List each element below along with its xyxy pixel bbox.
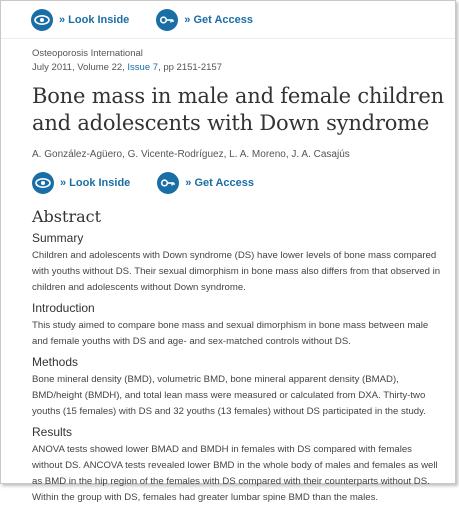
abstract-heading: Abstract (32, 207, 102, 226)
abstract-section-summary (32, 231, 455, 296)
article-content (1, 48, 455, 506)
section-title: Methods (32, 355, 79, 369)
citation-line (32, 62, 455, 73)
abstract-section-methods (32, 355, 455, 420)
issue-link[interactable]: Issue 7 (127, 62, 159, 73)
secondary-action-bar (32, 172, 455, 194)
author-list: A. González-Agüero, G. Vicente-Rodríguez, L. A. Moreno, J. A. Casajús (32, 149, 350, 160)
citation-prefix: July 2011, Volume 22, (32, 62, 128, 73)
look-inside-button-2[interactable] (32, 172, 130, 194)
section-title: Introduction (32, 301, 95, 315)
abstract-section-introduction (32, 301, 455, 350)
section-title: Summary (32, 231, 84, 245)
eye-icon (31, 9, 53, 31)
section-text: This study aimed to compare bone mass and sexual dimorphism in bone mass between male and female youths with DS and age- and sex-matched controls without DS. (32, 320, 429, 347)
section-text: Bone mineral density (BMD), volumetric BMD, bone mineral apparent density (BMAD), BMD/height (BMDH), and total lean mass were measured or calculated from DXA. Thirty-two youths (15 females) with DS and 32 youths (13 females) without DS participated in the study. (32, 374, 426, 417)
get-access-button[interactable] (156, 9, 253, 31)
top-action-bar (1, 1, 455, 39)
article-title: Bone mass in male and female children and adolescents with Down syndrome (32, 84, 444, 135)
eye-icon (32, 172, 54, 194)
get-access-label: » Get Access (185, 177, 254, 189)
abstract-section-results (32, 425, 455, 506)
section-title: Results (32, 425, 73, 439)
get-access-label: » Get Access (184, 13, 253, 26)
journal-name[interactable]: Osteoporosis International (32, 48, 143, 59)
look-inside-label: » Look Inside (59, 13, 130, 26)
section-text: Children and adolescents with Down syndrome (DS) have lower levels of bone mass compared with youths without DS. Their sexual dimorphism in bone mass also differs from that observed in children and adolescents without Down syndrome. (32, 250, 441, 293)
get-access-button-2[interactable] (157, 172, 254, 194)
key-icon (156, 9, 178, 31)
section-text: ANOVA tests showed lower BMAD and BMDH in females with DS compared with females without DS. ANCOVA tests revealed lower BMD in the whole body of males and females as well as BMD in the hip region of the females with DS compared with their counterparts without DS. Within the group with DS, females had greater lumbar spine BMD than the males. (32, 444, 438, 503)
key-icon (157, 172, 179, 194)
look-inside-label: » Look Inside (60, 177, 131, 189)
citation-suffix: , pp 2151-2157 (158, 62, 222, 73)
look-inside-button[interactable] (31, 9, 129, 31)
